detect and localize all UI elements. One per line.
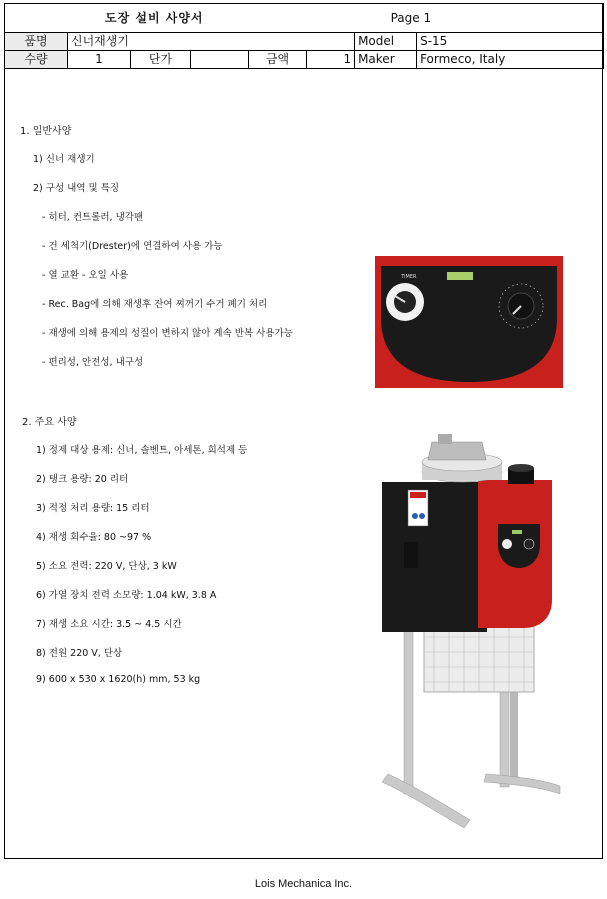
section-general-heading: 1. 일반사양 <box>20 126 72 137</box>
spec-item: 4) 재생 회수율: 80 ~97 % <box>36 532 152 543</box>
section-specs-heading: 2. 주요 사양 <box>22 417 77 428</box>
amount-label: 금액 <box>249 51 307 69</box>
machine-photo <box>374 432 574 834</box>
maker-label: Maker <box>355 51 417 69</box>
recycler-illustration <box>374 432 574 834</box>
quantity-label: 수량 <box>5 51 68 69</box>
amount-value: 1 <box>307 51 355 69</box>
page-number: Page 1 <box>355 4 604 33</box>
quantity-value: 1 <box>68 51 131 69</box>
list-item: - Rec. Bag에 의해 재생후 잔여 찌꺼기 수거 폐기 처리 <box>42 299 268 310</box>
list-item: - 재생에 의해 용제의 성질이 변하지 않아 계속 반복 사용가능 <box>42 328 293 339</box>
spec-item: 7) 재생 소요 시간: 3.5 ~ 4.5 시간 <box>36 619 182 630</box>
list-item: - 건 세척기(Drester)에 연결하여 사용 가능 <box>42 241 223 252</box>
spec-item: 8) 전원 220 V, 단상 <box>36 648 123 659</box>
timer-label: TIMER <box>401 274 417 280</box>
list-item: 2) 구성 내역 및 특징 <box>33 183 120 194</box>
spec-item: 3) 적정 처리 용량: 15 리터 <box>36 503 150 514</box>
product-value: 신너재생기 <box>68 33 355 51</box>
document-title: 도장 설비 사양서 <box>5 4 355 33</box>
unit-price-value <box>191 51 249 69</box>
product-label: 품명 <box>5 33 68 51</box>
company-footer: Lois Mechanica Inc. <box>254 878 353 890</box>
maker-value: Formeco, Italy <box>417 51 604 69</box>
lcd-display <box>447 272 473 280</box>
model-value: S-15 <box>417 33 604 51</box>
unit-price-label: 단가 <box>131 51 191 69</box>
control-panel-photo <box>375 256 563 388</box>
model-label: Model <box>355 33 417 51</box>
spec-item: 1) 정제 대상 용제: 신너, 솔벤트, 아세톤, 희석제 등 <box>36 445 248 456</box>
spec-header-table <box>4 3 604 69</box>
spec-item: 9) 600 x 530 x 1620(h) mm, 53 kg <box>36 674 201 685</box>
spec-item: 2) 탱크 용량: 20 리터 <box>36 474 129 485</box>
control-panel-illustration <box>375 256 563 388</box>
list-item: - 열 교환 - 오일 사용 <box>42 270 129 281</box>
list-item: - 히터, 컨트롤러, 냉각팬 <box>42 212 144 223</box>
list-item: - 편리성, 안전성, 내구성 <box>42 357 144 368</box>
list-item: 1) 신너 재생기 <box>33 154 95 165</box>
spec-item: 5) 소요 전력: 220 V, 단상, 3 kW <box>36 561 177 572</box>
spec-item: 6) 가열 장치 전력 소모량: 1.04 kW, 3.8 A <box>36 590 217 601</box>
